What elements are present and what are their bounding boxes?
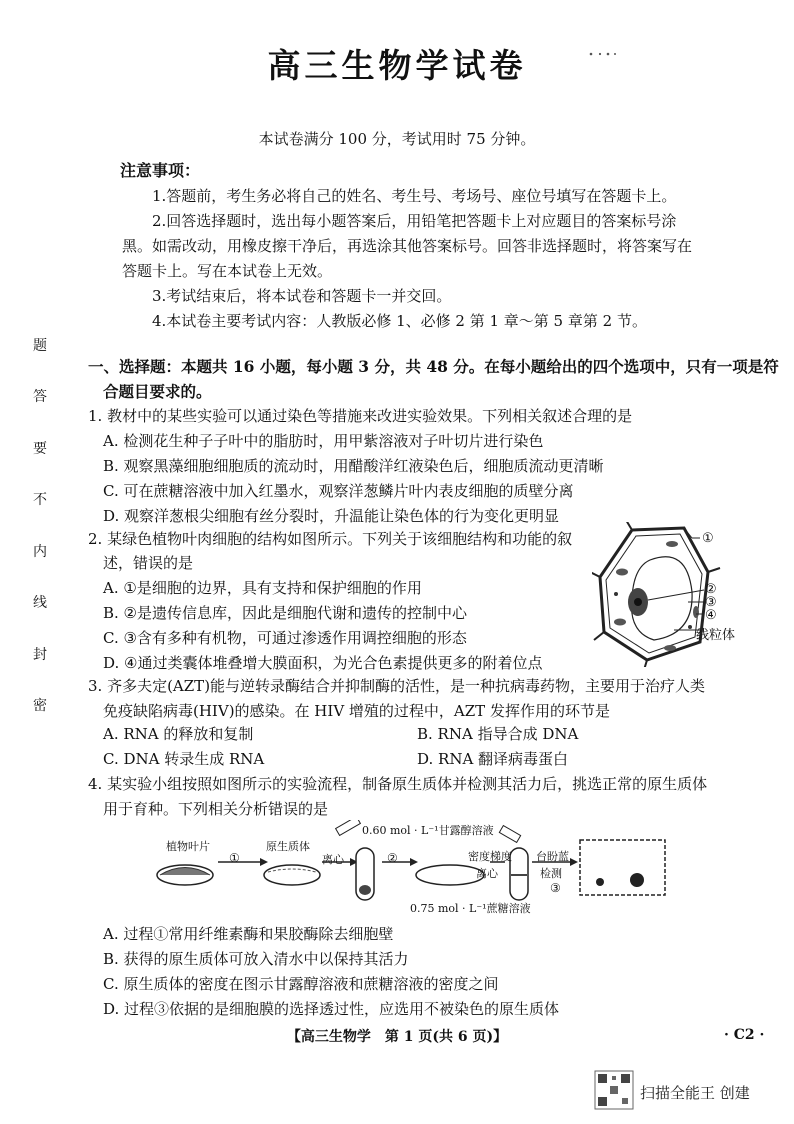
- label-gradient: 密度梯度: [468, 850, 512, 863]
- q4-option-c: C. 原生质体的密度在图示甘露醇溶液和蔗糖溶液的密度之间: [103, 975, 499, 993]
- question-3-stem-cont: 免疫缺陷病毒(HIV)的感染。在 HIV 增殖的过程中，AZT 发挥作用的环节是: [103, 702, 610, 720]
- question-1-stem: 1. 教材中的某些实验可以通过染色等措施来改进实验效果。下列相关叙述合理的是: [88, 407, 633, 425]
- notice-line: 黑。如需改动，用橡皮擦干净后，再选涂其他答案标号。回答非选择题时，将答案写在: [122, 237, 693, 255]
- page-title: 高三生物学试卷: [267, 46, 527, 85]
- plant-cell-diagram: [592, 522, 742, 667]
- q3-option-d: D. RNA 翻译病毒蛋白: [417, 750, 569, 768]
- side-char: 题: [33, 338, 47, 354]
- side-char: 密: [33, 697, 47, 714]
- q4-option-b: B. 获得的原生质体可放入清水中以保持其活力: [103, 950, 409, 968]
- label-step-1: ①: [229, 851, 240, 865]
- question-4-stem: 4. 某实验小组按照如图所示的实验流程，制备原生质体并检测其活力后，挑选正常的原生质体: [88, 775, 708, 793]
- label-mitochondria: 线粒体: [696, 628, 736, 643]
- scanner-watermark: 扫描全能王 创建: [640, 1084, 750, 1102]
- label-step-2: ②: [387, 851, 398, 865]
- q1-option-b: B. 观察黑藻细胞细胞质的流动时，用醋酸洋红液染色后，细胞质流动更清晰: [103, 457, 604, 475]
- q1-option-c: C. 可在蔗糖溶液中加入红墨水，观察洋葱鳞片叶内表皮细胞的质壁分离: [103, 482, 574, 500]
- question-3-stem: 3. 齐多夫定(AZT)能与逆转录酶结合并抑制酶的活性，是一种抗病毒药物，主要用于治疗人类: [88, 677, 706, 695]
- label-1: ①: [702, 531, 714, 546]
- label-2: ②: [705, 582, 717, 597]
- section-heading-cont: 合题目要求的。: [103, 382, 212, 401]
- q3-option-b: B. RNA 指导合成 DNA: [417, 725, 579, 743]
- scan-speckle: [588, 52, 618, 56]
- side-char: 线: [33, 595, 47, 612]
- section-heading: 一、选择题：本题共 16 小题，每小题 3 分，共 48 分。在每小题给出的四个选项中，只有一项是符: [88, 357, 779, 376]
- question-2-stem: 2. 某绿色植物叶肉细胞的结构如图所示。下列关于该细胞结构和功能的叙: [88, 530, 573, 548]
- question-2-stem-cont: 述，错误的是: [103, 554, 194, 572]
- q4-option-a: A. 过程①常用纤维素酶和果胶酶除去细胞壁: [103, 925, 394, 943]
- q4-option-d: D. 过程③依据的是细胞膜的选择透过性，应选用不被染色的原生质体: [103, 1000, 560, 1018]
- notice-line: 2.回答选择题时，选出每小题答案后，用铅笔把答题卡上对应题目的答案标号涂: [152, 212, 677, 230]
- exam-info: 本试卷满分 100 分，考试用时 75 分钟。: [258, 130, 536, 148]
- label-leaf: 植物叶片: [166, 840, 210, 853]
- notice-line: 3.考试结束后，将本试卷和答题卡一并交回。: [152, 287, 452, 305]
- side-char: 不: [33, 492, 47, 509]
- q2-option-c: C. ③含有多种有机物，可通过渗透作用调控细胞的形态: [103, 629, 467, 647]
- label-detect: 检测: [540, 867, 562, 880]
- q2-option-d: D. ④通过类囊体堆叠增大膜面积，为光合色素提供更多的附着位点: [103, 654, 543, 672]
- q1-option-a: A. 检测花生种子子叶中的脂肪时，用甲紫溶液对子叶切片进行染色: [103, 432, 544, 450]
- label-centrifuge-2: 离心: [476, 867, 498, 880]
- label-stain: 台盼蓝: [536, 850, 569, 863]
- notice-line: 答题卡上。写在本试卷上无效。: [122, 262, 333, 280]
- label-mannitol: 0.60 mol · L⁻¹甘露醇溶液: [362, 824, 494, 837]
- label-centrifuge-1: 离心: [322, 853, 344, 866]
- scanner-qr-icon: [594, 1070, 634, 1110]
- side-char: 封: [33, 646, 47, 663]
- notice-heading: 注意事项：: [120, 161, 201, 180]
- q2-option-a: A. ①是细胞的边界，具有支持和保护细胞的作用: [103, 579, 422, 597]
- side-char: 要: [33, 440, 47, 457]
- label-step-3: ③: [550, 881, 561, 895]
- q2-option-b: B. ②是遗传信息库，因此是细胞代谢和遗传的控制中心: [103, 604, 468, 622]
- q3-option-a: A. RNA 的释放和复制: [103, 725, 254, 743]
- label-4: ④: [705, 608, 717, 623]
- q3-option-c: C. DNA 转录生成 RNA: [103, 750, 265, 768]
- label-protoplast: 原生质体: [266, 840, 310, 853]
- q1-option-d: D. 观察洋葱根尖细胞有丝分裂时，升温能让染色体的行为变化更明显: [103, 507, 560, 525]
- side-char: 答: [33, 389, 47, 406]
- label-sucrose: 0.75 mol · L⁻¹蔗糖溶液: [410, 902, 531, 915]
- paper-code: · C2 ·: [724, 1027, 765, 1043]
- notice-line: 4.本试卷主要考试内容：人教版必修 1、必修 2 第 1 章～第 5 章第 2 节。: [152, 312, 647, 330]
- label-3: ③: [705, 595, 717, 610]
- question-4-stem-cont: 用于育种。下列相关分析错误的是: [103, 800, 329, 818]
- page-footer: 【高三生物学 第 1 页(共 6 页)】: [286, 1029, 508, 1045]
- binding-line-text: [28, 335, 52, 715]
- side-char: 内: [33, 543, 47, 560]
- notice-line: 1.答题前，考生务必将自己的姓名、考生号、考场号、座位号填写在答题卡上。: [152, 187, 677, 205]
